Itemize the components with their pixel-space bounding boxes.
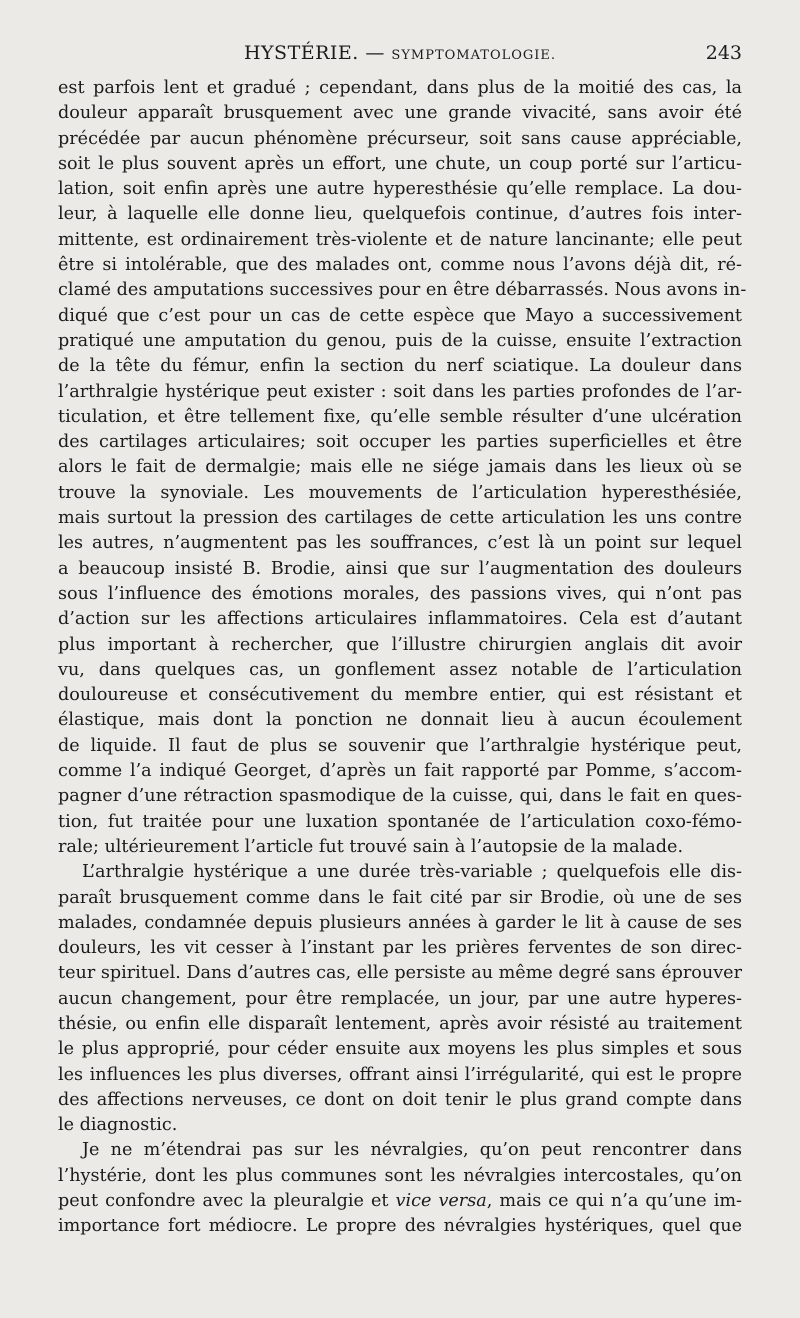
text-line: le plus approprié, pour céder ensuite aux moyens les plus simples et sous [58, 1039, 742, 1060]
paragraph-1 [58, 76, 747, 860]
text-line: mittente, est ordinairement très-violente et de nature lancinante; elle peut [58, 229, 742, 250]
text-line: paraît brusquement comme dans le fait cité par sir Brodie, où une de ses [58, 887, 742, 908]
page-header [58, 42, 742, 72]
text-line: a beaucoup insisté B. Brodie, ainsi que sur l’augmentation des douleurs [58, 558, 742, 579]
text-line: de liquide. Il faut de plus se souvenir que l’arthralgie hystérique peut, [58, 735, 742, 756]
text-line: pratiqué une amputation du genou, puis de la cuisse, ensuite l’extraction [58, 330, 742, 351]
text-line: douleurs, les vit cesser à l’instant par les prières ferventes de son direc- [58, 938, 742, 959]
paragraph-3 [58, 1138, 742, 1239]
text-line: thésie, ou enfin elle disparaît lentement, après avoir résisté au traitement [58, 1013, 742, 1034]
text-line: lation, soit enfin après une autre hyperesthésie qu’elle remplace. La dou- [58, 179, 742, 200]
text-line-tail: , mais ce qui n’a qu’une im- [486, 1191, 742, 1212]
text-line: rale; ultérieurement l’article fut trouvé sain à l’autopsie de la malade. [58, 836, 684, 857]
text-line: l’hystérie, dont les plus communes sont les névralgies intercostales, qu’on [58, 1165, 742, 1186]
text-line: alors le fait de dermalgie; mais elle ne siége jamais dans les lieux où se [58, 457, 742, 478]
text-line: trouve la synoviale. Les mouvements de l’articulation hyperesthésiée, [58, 482, 742, 503]
text-line: élastique, mais dont la ponction ne donnait lieu à aucun écoulement [58, 710, 742, 731]
text-line-head: peut confondre avec la pleuralgie et [58, 1191, 396, 1212]
text-line: être si intolérable, que des malades ont, comme nous l’avons déjà dit, ré- [58, 255, 742, 276]
text-line: l’arthralgie hystérique peut exister : soit dans les parties profondes de l’ar- [58, 381, 742, 402]
text-line: aucun changement, pour être remplacée, un jour, par une autre hyperes- [58, 988, 742, 1009]
text-line: des affections nerveuses, ce dont on doit tenir le plus grand compte dans [58, 1089, 742, 1110]
text-line: importance fort médiocre. Le propre des névralgies hystériques, quel que [58, 1216, 742, 1237]
text-line: mais surtout la pression des cartilages de cette articulation les uns contre [58, 508, 742, 529]
running-title [58, 42, 742, 64]
text-line: plus important à rechercher, que l’illustre chirurgien anglais dit avoir [58, 634, 742, 655]
text-line: pagner d’une rétraction spasmodique de la cuisse, qui, dans le fait en ques- [58, 786, 742, 807]
text-line: soit le plus souvent après un effort, une chute, un coup porté sur l’articu- [58, 153, 742, 174]
text-line: est parfois lent et gradué ; cependant, dans plus de la moitié des cas, la [58, 78, 742, 98]
text-line: tion, fut traitée pour une luxation spontanée de l’articulation coxo-fémo- [58, 811, 742, 832]
body-text [58, 76, 747, 1240]
text-line: malades, condamnée depuis plusieurs années à garder le lit à cause de ses [58, 912, 742, 933]
text-line: L’arthralgie hystérique a une durée très-variable ; quelquefois elle dis- [82, 862, 742, 883]
text-line: précédée par aucun phénomène précurseur, soit sans cause appréciable, [58, 128, 742, 149]
text-line: diqué que c’est pour un cas de cette espèce que Mayo a successivement [58, 305, 742, 326]
italic-phrase: vice versa [395, 1191, 487, 1212]
text-line: les influences les plus diverses, offrant ainsi l’irrégularité, qui est le propre [58, 1064, 742, 1085]
text-line: le diagnostic. [58, 1115, 178, 1136]
text-line: Je ne m’étendrai pas sur les névralgies, qu’on peut rencontrer dans [82, 1140, 742, 1161]
text-line: ticulation, et être tellement fixe, qu’elle semble résulter d’une ulcération [58, 406, 742, 427]
text-line [58, 1189, 742, 1214]
text-line: teur spirituel. Dans d’autres cas, elle persiste au même degré sans éprouver [58, 963, 742, 984]
page-number: 243 [705, 42, 742, 64]
text-line: sous l’influence des émotions morales, des passions vives, qui n’ont pas [58, 583, 742, 604]
text-line: leur, à laquelle elle donne lieu, quelquefois continue, d’autres fois inter- [58, 204, 742, 225]
text-line: de la tête du fémur, enfin la section du nerf sciatique. La douleur dans [58, 356, 742, 377]
text-line: douloureuse et consécutivement du membre entier, qui est résistant et [58, 685, 742, 706]
text-line: d’action sur les affections articulaires inflammatoires. Cela est d’autant [58, 609, 742, 630]
text-line: des cartilages articulaires; soit occuper les parties superficielles et être [58, 432, 742, 453]
running-title-sub: SYMPTOMATOLOGIE. [391, 48, 557, 63]
running-title-main: HYSTÉRIE. — [243, 42, 392, 64]
text-line: vu, dans quelques cas, un gonflement assez notable de l’articulation [58, 659, 742, 680]
text-line: les autres, n’augmentent pas les souffrances, c’est là un point sur lequel [58, 533, 742, 554]
paragraph-2 [58, 860, 742, 1138]
text-line: clamé des amputations successives pour en être débarrassés. Nous avons in- [58, 280, 747, 301]
text-line: comme l’a indiqué Georget, d’après un fait rapporté par Pomme, s’accom- [58, 761, 742, 782]
text-line: douleur apparaît brusquement avec une grande vivacité, sans avoir été [58, 103, 742, 124]
